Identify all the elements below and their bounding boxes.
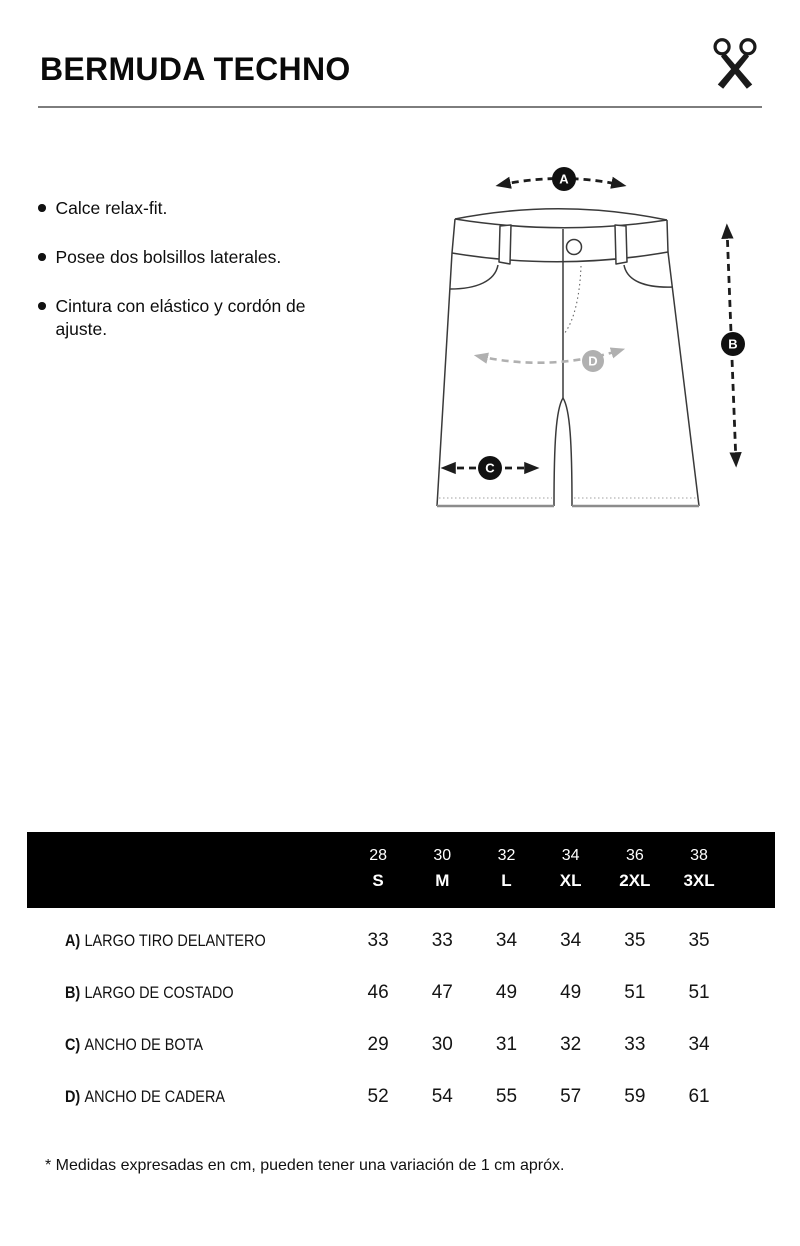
feature-item bbox=[38, 246, 341, 269]
size-number: 30 bbox=[433, 847, 452, 864]
measure-value: 31 bbox=[495, 1034, 518, 1055]
size-column bbox=[539, 832, 603, 908]
size-column bbox=[667, 832, 731, 908]
belt-loop-left bbox=[499, 225, 511, 264]
row-values bbox=[346, 1071, 731, 1123]
shorts-outline-drawing bbox=[437, 209, 699, 506]
measure-value: 29 bbox=[367, 1034, 389, 1055]
bullet-icon bbox=[38, 302, 46, 310]
belt-loop-right bbox=[615, 225, 627, 264]
svg-text:C: C bbox=[485, 460, 495, 476]
row-values bbox=[346, 1019, 731, 1071]
scissors-icon bbox=[708, 36, 762, 92]
size-columns bbox=[346, 832, 731, 908]
size-label: 3XL bbox=[683, 871, 715, 890]
shorts-measurement-diagram bbox=[415, 148, 785, 528]
size-label: L bbox=[501, 871, 512, 890]
table-row bbox=[0, 1019, 800, 1071]
measure-value: 34 bbox=[560, 930, 582, 951]
size-column bbox=[474, 832, 538, 908]
row-letter: C) bbox=[65, 1035, 81, 1054]
page-title: BERMUDA TECHNO bbox=[40, 51, 351, 87]
size-label: M bbox=[435, 871, 450, 890]
hem-lines bbox=[437, 498, 699, 506]
size-number: 36 bbox=[625, 847, 644, 864]
svg-text:B: B bbox=[728, 336, 738, 352]
row-values bbox=[346, 967, 731, 1019]
row-label bbox=[65, 1035, 227, 1055]
pocket-left bbox=[450, 265, 498, 289]
pocket-right bbox=[624, 265, 673, 287]
size-column bbox=[410, 832, 474, 908]
measure-value: 33 bbox=[367, 930, 389, 951]
feature-text: Calce relax-fit. bbox=[55, 198, 168, 218]
measure-value: 54 bbox=[431, 1086, 453, 1107]
row-label bbox=[65, 983, 263, 1003]
measure-value: 47 bbox=[431, 982, 453, 1003]
measurement-note: * Medidas expresadas en cm, pueden tener una variación de 1 cm apróx. bbox=[45, 1157, 565, 1174]
measure-value: 32 bbox=[560, 1034, 582, 1055]
measure-value: 33 bbox=[431, 930, 453, 951]
row-name: ANCHO DE CADERA bbox=[84, 1087, 226, 1106]
bullet-icon bbox=[38, 204, 46, 212]
button bbox=[567, 240, 582, 255]
size-label: XL bbox=[559, 871, 582, 890]
row-values bbox=[346, 915, 731, 967]
fly-stitch bbox=[564, 266, 581, 334]
row-name: LARGO TIRO DELANTERO bbox=[84, 931, 266, 950]
size-number: 28 bbox=[369, 847, 387, 864]
measure-arrow-b bbox=[721, 228, 745, 463]
row-name: LARGO DE COSTADO bbox=[84, 983, 234, 1002]
measure-value: 61 bbox=[688, 1086, 710, 1107]
size-label: 2XL bbox=[619, 871, 651, 890]
measure-value: 35 bbox=[688, 930, 710, 951]
measure-value: 49 bbox=[495, 982, 518, 1003]
svg-text:A: A bbox=[559, 171, 569, 187]
table-row bbox=[0, 1071, 800, 1123]
size-number: 38 bbox=[690, 847, 708, 864]
feature-item bbox=[38, 295, 341, 341]
measure-value: 34 bbox=[688, 1034, 710, 1055]
row-label bbox=[65, 1087, 253, 1107]
size-label: S bbox=[372, 871, 384, 890]
measure-value: 30 bbox=[431, 1034, 453, 1055]
measure-value: 34 bbox=[495, 930, 518, 951]
header-divider bbox=[38, 106, 762, 108]
measure-value: 55 bbox=[495, 1086, 518, 1107]
size-column bbox=[603, 832, 667, 908]
measure-value: 59 bbox=[624, 1086, 646, 1107]
measure-value: 35 bbox=[624, 930, 646, 951]
feature-text: Cintura con elástico y cordón de ajuste. bbox=[55, 296, 306, 339]
feature-list bbox=[38, 197, 341, 367]
row-letter: B) bbox=[65, 983, 81, 1002]
table-row bbox=[0, 915, 800, 967]
measure-value: 52 bbox=[367, 1086, 389, 1107]
row-letter: A) bbox=[65, 931, 81, 950]
row-letter: D) bbox=[65, 1087, 81, 1106]
size-table-header bbox=[27, 832, 775, 908]
row-label bbox=[65, 931, 301, 951]
row-name: ANCHO DE BOTA bbox=[84, 1035, 204, 1054]
measure-value: 51 bbox=[624, 982, 646, 1003]
measure-arrow-c bbox=[445, 456, 535, 480]
feature-item bbox=[38, 197, 341, 220]
measure-value: 33 bbox=[624, 1034, 646, 1055]
size-column bbox=[346, 832, 410, 908]
measure-value: 51 bbox=[688, 982, 710, 1003]
measure-arrow-a bbox=[500, 167, 622, 191]
svg-text:D: D bbox=[588, 353, 598, 369]
measure-value: 49 bbox=[560, 982, 582, 1003]
feature-text: Posee dos bolsillos laterales. bbox=[55, 247, 282, 267]
measure-value: 57 bbox=[560, 1086, 582, 1107]
size-number: 32 bbox=[497, 847, 516, 864]
measure-arrow-d bbox=[478, 350, 621, 372]
bullet-icon bbox=[38, 253, 46, 261]
measure-value: 46 bbox=[367, 982, 389, 1003]
table-row bbox=[0, 967, 800, 1019]
size-number: 34 bbox=[561, 847, 580, 864]
